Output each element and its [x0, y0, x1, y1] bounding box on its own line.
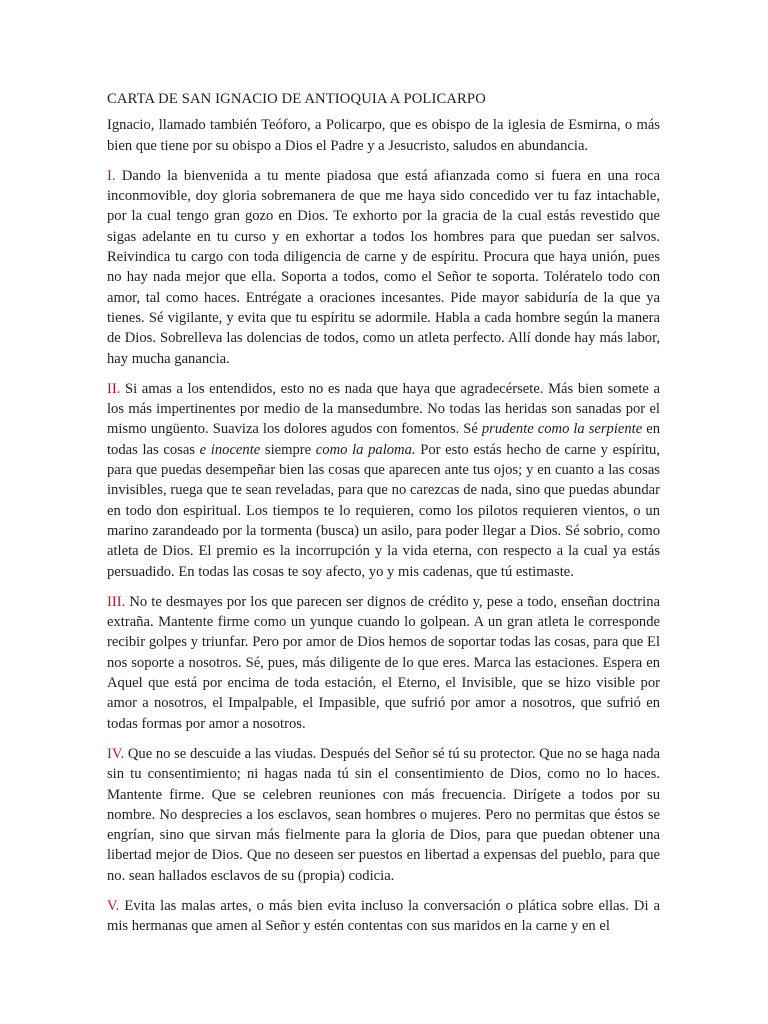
section-paragraph-4	[107, 744, 660, 886]
section-paragraph-5	[107, 896, 660, 937]
section-number: IV.	[107, 745, 125, 762]
section-text: Dando la bienvenida a tu mente piadosa que está afianzada como si fuera en una roca inconmovible, doy gloria sobremanera de que me haya sido concedido ver tu faz intachable, por la cual tengo gran gozo en Dios. Te exhorto por la gracia de la cual estás revestido que sigas adelante en tu curso y en exhortar a todos los hombres para que puedan ser salvos. Reivindica tu cargo con toda diligencia de carne y de espíritu. Procura que haya unión, pues no hay nada mejor que ella. Soporta a todos, como el Señor te soporta. Tolératelo todo con amor, tal como haces. Entrégate a oraciones incesantes. Pide mayor sabiduría de la que ya tienes. Sé vigilante, y evita que tu espíritu se adormile. Habla a cada hombre según la manera de Dios. Sobrelleva las dolencias de todos, como un atleta perfecto. Allí donde hay más labor, hay mucha ganancia.	[107, 167, 660, 367]
section-number: V.	[107, 897, 120, 914]
italic-quote: prudente como la serpiente	[481, 421, 643, 438]
section-text: siempre	[260, 441, 316, 458]
section-text: Evita las malas artes, o más bien evita incluso la conversación o plática sobre ellas. Di a mis hermanas que amen al Señor y estén contentas con sus maridos en la carne y en el	[107, 897, 660, 935]
section-number: II.	[107, 380, 121, 397]
document-title: CARTA DE SAN IGNACIO DE ANTIOQUIA A POLICARPO	[107, 91, 486, 107]
section-text: Si amas a los entendidos, esto no es nada que haya que agradecérsete. Más bien somete a los más impertinentes por medio de la mansedumbre. No todas las heridas son sanadas por el mismo ungüento. Suaviza los dolores agudos con fomentos. Sé	[107, 380, 660, 438]
salutation-paragraph: Ignacio, llamado también Teóforo, a Policarpo, que es obispo de la iglesia de Esmirna, o más bien que tiene por su obispo a Dios el Padre y a Jesucristo, saludos en abundancia.	[107, 117, 660, 154]
section-number: I.	[107, 167, 116, 184]
section-text: Por esto estás hecho de carne y espíritu, para que puedas desempeñar bien las cosas que aparecen ante tus ojos; y en cuanto a las cosas invisibles, ruega que te sean reveladas, para que no carezcas de nada, sino que puedas abundar en todo don espiritual. Los tiempos te lo requieren, como los pilotos requieren vientos, o un marino zarandeado por la tormenta (busca) un asilo, para poder llegar a Dios. Sé sobrio, como atleta de Dios. El premio es la incorrupción y la vida eterna, con respecto a la cual ya estás persuadido. En todas las cosas te soy afecto, yo y mis cadenas, que tú estimaste.	[107, 441, 661, 580]
section-text: en todas las cosas	[107, 421, 660, 458]
italic-quote: e inocente	[199, 441, 261, 458]
section-paragraph-2	[107, 379, 660, 582]
italic-quote: como la paloma.	[315, 441, 416, 458]
document-page	[107, 89, 660, 947]
section-paragraph-1	[107, 166, 660, 369]
section-text: No te desmayes por los que parecen ser dignos de crédito y, pese a todo, enseñan doctrina extraña. Mantente firme como un yunque cuando lo golpean. A un gran atleta le corresponde recibir golpes y triunfar. Pero por amor de Dios hemos de soportar todas las cosas, para que El nos soporte a nosotros. Sé, pues, más diligente de lo que eres. Marca las estaciones. Espera en Aquel que está por encima de toda estación, el Eterno, el Invisible, que se hizo visible por amor a nosotros, el Impalpable, el Impasible, que sufrió por amor a nosotros, que sufrió en todas formas por amor a nosotros.	[107, 593, 660, 732]
section-paragraph-3	[107, 592, 660, 734]
section-text: Que no se descuide a las viudas. Después del Señor sé tú su protector. Que no se haga nada sin tu consentimiento; ni hagas nada tú sin el consentimiento de Dios, como no lo haces. Mantente firme. Que se celebren reuniones con más frecuencia. Dirígete a todos por su nombre. No desprecies a los esclavos, sean hombres o mujeres. Pero no permitas que éstos se engrían, sino que sirvan más fielmente para la gloria de Dios, para que puedan obtener una libertad mejor de Dios. Que no deseen ser puestos en libertad a expensas del pueblo, para que no. sean hallados esclavos de su (propia) codicia.	[107, 745, 661, 884]
section-number: III.	[107, 593, 126, 610]
